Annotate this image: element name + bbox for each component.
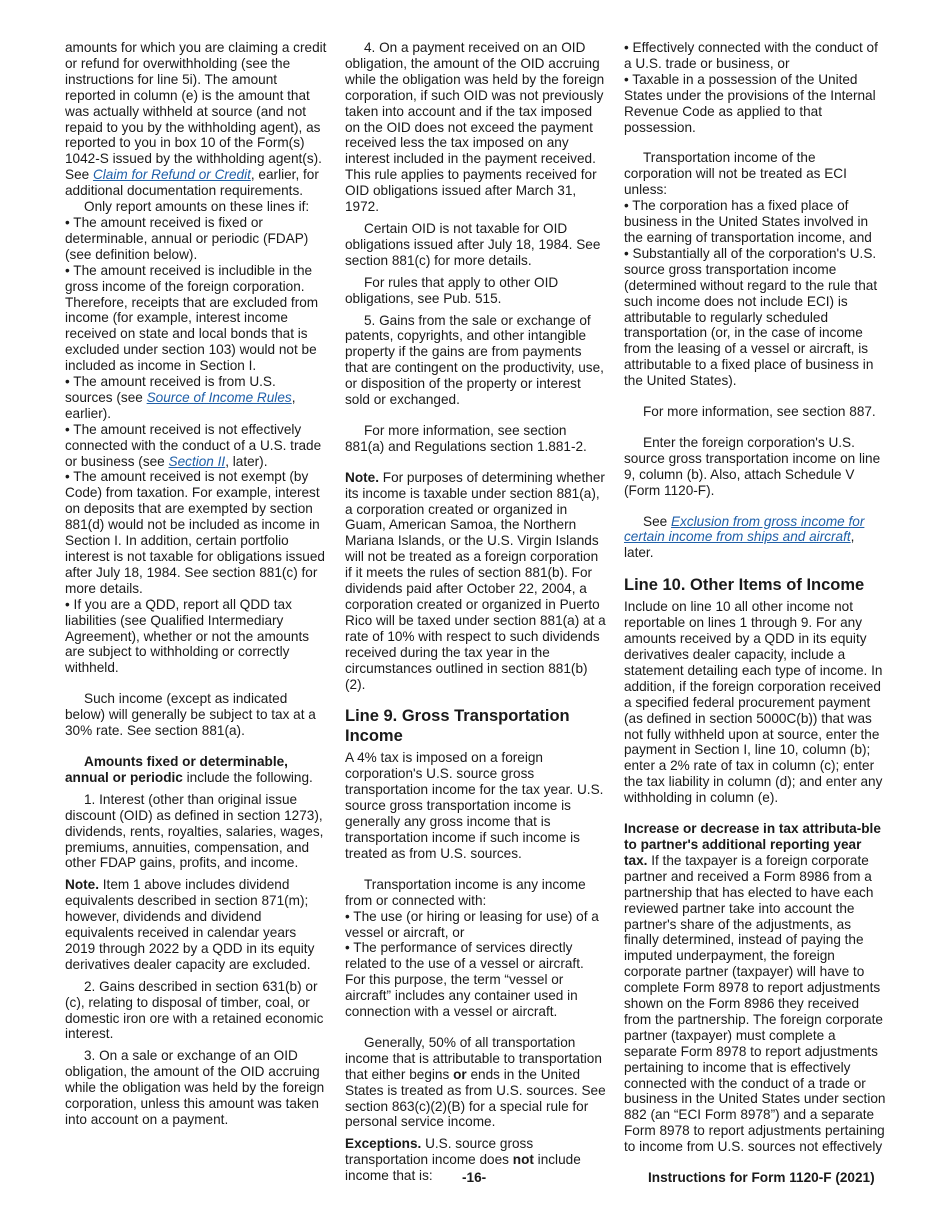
paragraph: Transportation income of the corporation will not be treated as ECI unless: [624,150,847,198]
column-1 [65,40,327,1128]
paragraph: Only report amounts on these lines if: [84,199,310,215]
bullet-item: • Effectively connected with the conduct of a U.S. trade or business, or [624,40,878,71]
link-claim-for-refund[interactable]: Claim for Refund or Credit [92,167,251,183]
bullet-item: • The amount received is from U.S. sources (see Source of Income Rules, earlier). [65,374,296,421]
section-heading-line-10: Line 10. Other Items of Income [624,576,865,595]
column-3 [624,40,886,1155]
bullet-item: • If you are a QDD, report all QDD tax liabilities (see Qualified Intermediary Agreement), whether or not the amounts are subject to withholding or correctly withheld. [65,596,310,676]
paragraph: For more information, see section 881(a) and Regulations section 1.881-2. [345,422,587,454]
bullet-item: • The performance of services directly related to the use of a vessel or aircraft. For this purpose, the term “vessel or aircraft” includes any container used in connection with a vessel or aircraft. [345,940,584,1020]
form-title: Instructions for Form 1120-F (2021) [648,1170,875,1185]
bullet-item: • The corporation has a fixed place of business in the United States involved in the earning of transportation income, and [624,198,872,245]
bullet-item: • The amount received is not effectively connected with the conduct of a U.S. trade or business (see Section II, later). [65,421,322,469]
paragraph: See Exclusion from gross income for certain income from ships and aircraft, later. [624,513,865,561]
link-source-of-income-rules[interactable]: Source of Income Rules [146,389,292,405]
paragraph: Amounts fixed or determinable, annual or periodic include the following. [65,753,313,785]
link-section-ii[interactable]: Section II [168,453,226,469]
page-number: -16- [462,1170,487,1185]
paragraph: Certain OID is not taxable for OID obligations issued after July 18, 1984. See section 881(c) for more details. [345,220,601,268]
list-item: 1. Interest (other than original issue discount (OID) as defined in section 1273), dividends, rents, royalties, salaries, wages, premiums, annuities, compensation, and other FDAP gains, profits, and income. [65,791,324,871]
list-item: 3. On a sale or exchange of an OID obligation, the amount of the OID accruing while the obligation was held by the foreign corporation, unless this amount was taken into account on a payment. [65,1048,325,1127]
paragraph: Generally, 50% of all transportation income that is attributable to transportation that either begins or ends in the United States is treated as from U.S. sources. See section 863(c)(2)(B) for a special rule for personal service income. [345,1034,606,1130]
list-item: 2. Gains described in section 631(b) or (c), relating to disposal of timber, coal, or domestic iron ore with a retained economic interest. [65,978,324,1042]
paragraph: amounts for which you are claiming a credit or refund for overwithholding (see the instructions for line 5i). The amount reported in column (e) is the amount that was actually withheld at source (and not repaid to you by the withholding agent), as reported to you in box 10 of the Form(s) 1042-S issued by the withholding agent(s). See Claim for Refund or Credit, earlier, for additional documentation requirements. [65,40,327,199]
bullet-item: • The amount received is fixed or determinable, annual or periodic (FDAP) (see definition below). [65,214,309,262]
bullet-item: • Taxable in a possession of the United States under the provisions of the Internal Revenue Code as applied to that possession. [624,71,876,135]
section-heading-line-9: Line 9. Gross Transportation Income [345,707,570,746]
list-item: 5. Gains from the sale or exchange of patents, copyrights, and other intangible property if the gains are from payments that are contingent on the productivity, use, or disposition of the property or interest sold or exchanged. [345,312,604,408]
paragraph: A 4% tax is imposed on a foreign corporation's U.S. source gross transportation income for the tax year. U.S. source gross transportation income is generally any gross income that is transportation income if such income is treated as from U.S. sources. [345,750,604,861]
column-2 [345,40,607,1184]
paragraph: Such income (except as indicated below) will generally be subject to tax at a 30% rate. See section 881(a). [65,691,316,739]
exceptions-paragraph: Exceptions. U.S. source gross transportation income does not include income that is: [345,1136,581,1184]
bullet-item: • The use (or hiring or leasing for use) of a vessel or aircraft, or [345,908,599,940]
paragraph: For more information, see section 887. [643,404,876,420]
link-exclusion-ships-aircraft[interactable]: Exclusion from gross income for certain income from ships and aircraft [624,513,865,545]
note: Note. For purposes of determining whether its income is taxable under section 881(a), a corporation created or organized in Guam, American Samoa, the Northern Mariana Islands, or the U.S. Virgin Islands will not be treated as a foreign corporation if it meets the rules of section 881(b). For dividends paid after October 22, 2004, a corporation created or organized in Puerto Rico will be taxed under section 881(a) at a rate of 10% with respect to such dividends received during the tax year in the circumstances outlined in section 881(b)(2). [345,469,606,692]
paragraph: Enter the foreign corporation's U.S. source gross transportation income on line 9, column (b). Also, attach Schedule V (Form 1120-F). [624,434,881,498]
bullet-item: • The amount received is includible in the gross income of the foreign corporation. Therefore, receipts that are excluded from income (for example, interest income received on state and local bonds that is excluded under section 103) would not be included as income in Section I. [65,262,319,374]
note: Note. Item 1 above includes dividend equivalents described in section 871(m); however, dividends and dividend equivalents received in calendar years 2019 through 2022 by a QDD in its equity derivatives dealer capacity are excluded. [65,877,315,972]
list-item: 4. On a payment received on an OID obligation, the amount of the OID accruing while the obligation was held by the foreign corporation, if such OID was not previously taken into account and if the tax imposed on the OID does not exceed the payment received less the tax imposed on any interest included in the payment received. This rule applies to payments received for OID obligations issued after March 31, 1972. [345,40,605,215]
bullet-item: • Substantially all of the corporation's U.S. source gross transportation income (determined without regard to the rule that such income does not include ECI) is attributable to regularly scheduled transportation (or, in the case of income from the leasing of a vessel or aircraft, is attributable to a fixed place of business in the United States). [624,245,878,389]
paragraph: For rules that apply to other OID obligations, see Pub. 515. [345,274,559,306]
bullet-item: • The amount received is not exempt (by Code) from taxation. For example, interest on deposits that are exempted by section 881(d) would not be included as income in Section I. In addition, certain portfolio interest is not taxable for obligations issued after July 18, 1984. See section 881(c) for more details. [65,469,325,596]
paragraph: Increase or decrease in tax attributa-ble to partner's additional reporting year tax. If the taxpayer is a foreign corporate partner and received a Form 8986 from a partnership that has elected to have each reviewed partner take into account the partner's share of the adjustments, as finally determined, instead of paying the imputed underpayment, the foreign corporate partner (taxpayer) will have to complete Form 8978 to report adjustments shown on the Form 8986 they received from the partnership. The foreign corporate partner (taxpayer) must complete a separate Form 8978 to report adjustments pertaining to income that is effectively connected with the conduct of a trade or business in the United States under section 882 (an “ECI Form 8978”) and a separate Form 8978 to report adjustments pertaining to income from U.S. sources not effectively [624,821,886,1155]
paragraph: Transportation income is any income from or connected with: [345,876,586,908]
paragraph: Include on line 10 all other income not reportable on lines 1 through 9. For any amounts received by a QDD in its equity derivatives dealer capacity, include a statement detailing each type of income. In addition, if the foreign corporation received a specified federal procurement payment (as defined in section 5000C(b)) that was not fully withheld upon at source, enter the payment in Section I, line 10, column (b); enter a 2% rate of tax in column (c); enter the tax liability in column (d); and enter any withholding in column (e). [624,599,883,806]
